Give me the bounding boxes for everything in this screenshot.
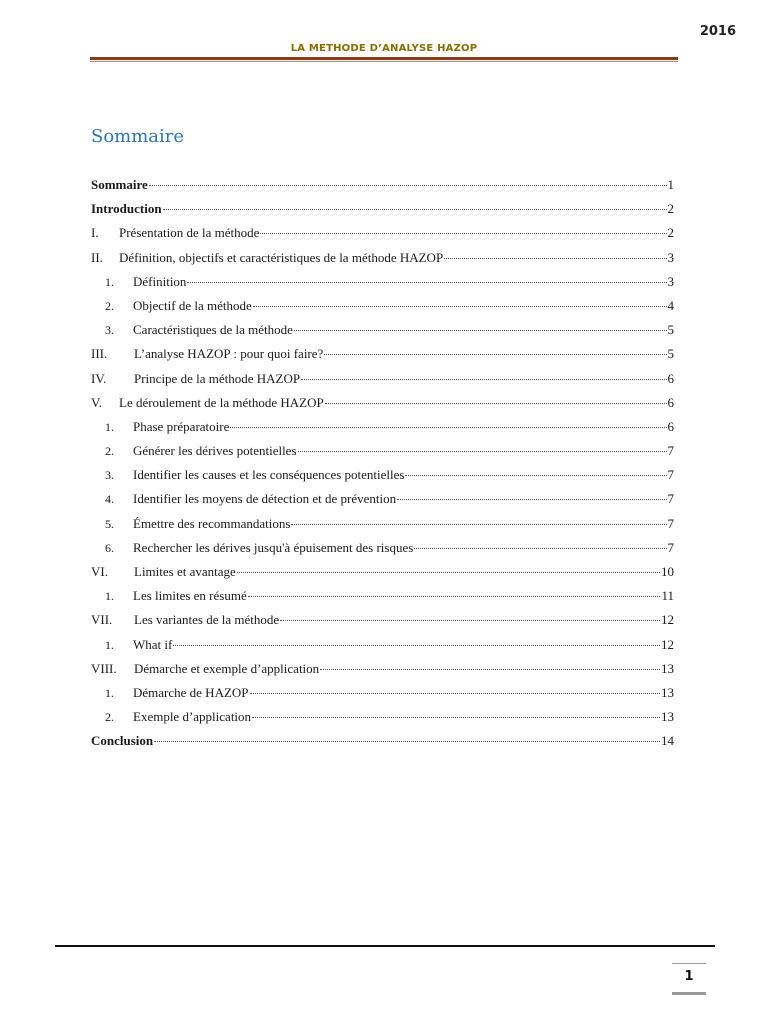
toc-number: VII. — [91, 612, 113, 628]
toc-number: III. — [91, 346, 108, 362]
toc-number: 5. — [105, 516, 114, 531]
toc-page-number: 7 — [667, 467, 674, 483]
toc-leader — [324, 354, 666, 355]
toc-page-number: 6 — [667, 418, 674, 434]
toc-entry[interactable] — [91, 564, 674, 588]
toc-number: 3. — [105, 468, 114, 483]
toc-entry[interactable] — [91, 709, 674, 733]
toc-entry[interactable] — [91, 588, 674, 612]
toc-title: Définition — [133, 273, 187, 289]
toc-number: 1. — [105, 274, 114, 289]
toc-leader — [298, 451, 667, 452]
toc-entry[interactable] — [91, 467, 674, 491]
toc-page-number: 7 — [667, 515, 674, 531]
page-number: 1 — [672, 963, 706, 995]
toc-leader — [163, 209, 667, 210]
toc-leader — [187, 282, 666, 283]
toc-title: Les variantes de la méthode — [134, 612, 280, 628]
toc-entry[interactable] — [91, 371, 674, 395]
toc-leader — [325, 403, 667, 404]
toc-number: 2. — [105, 710, 114, 725]
toc-leader — [253, 306, 667, 307]
toc-leader — [405, 475, 666, 476]
toc-page-number: 7 — [667, 443, 674, 459]
toc-title: Objectif de la méthode — [133, 297, 252, 313]
toc-leader — [154, 741, 660, 742]
toc-title: Conclusion — [91, 733, 154, 749]
toc-page-number: 1 — [667, 177, 674, 192]
toc-leader — [397, 499, 666, 500]
toc-page-number: 13 — [661, 684, 674, 700]
toc-entry[interactable] — [91, 395, 674, 419]
toc-entry[interactable] — [91, 201, 674, 225]
toc-page-number: 3 — [667, 249, 674, 265]
toc-entry[interactable] — [91, 540, 674, 564]
toc-number: VI. — [91, 564, 108, 579]
toc-number: IV. — [91, 370, 107, 386]
table-of-contents — [91, 177, 674, 758]
toc-title: Démarche et exemple d’application — [134, 660, 320, 676]
toc-title: Caractéristiques de la méthode — [133, 322, 293, 338]
toc-number: 1. — [105, 419, 114, 434]
toc-page-number: 12 — [661, 636, 674, 652]
toc-number: V. — [91, 394, 102, 410]
header-year: 2016 — [699, 24, 736, 39]
toc-entry[interactable] — [91, 491, 674, 515]
toc-entry[interactable] — [91, 612, 674, 636]
toc-number: II. — [91, 249, 103, 265]
toc-leader — [252, 717, 660, 718]
toc-leader — [291, 524, 666, 525]
toc-page-number: 2 — [667, 201, 674, 217]
toc-number: 4. — [105, 492, 114, 507]
toc-entry[interactable] — [91, 225, 674, 249]
toc-number: 1. — [105, 685, 114, 700]
toc-entry[interactable] — [91, 733, 674, 757]
toc-entry[interactable] — [91, 177, 674, 201]
toc-title: Rechercher les dérives jusqu'à épuisement des risques — [133, 539, 414, 555]
toc-title: Le déroulement de la méthode HAZOP — [119, 394, 324, 410]
toc-title: Émettre des recommandations — [133, 515, 291, 531]
toc-page-number: 4 — [667, 297, 674, 313]
toc-page-number: 14 — [661, 733, 674, 749]
toc-leader — [280, 620, 660, 621]
toc-title: L’analyse HAZOP : pour quoi faire? — [134, 346, 324, 362]
toc-entry[interactable] — [91, 419, 674, 443]
toc-page-number: 7 — [667, 539, 674, 555]
toc-page-number: 13 — [661, 660, 674, 676]
toc-title: Identifier les moyens de détection et de prévention — [133, 491, 397, 507]
toc-page-number: 5 — [667, 346, 674, 362]
toc-page-number: 6 — [667, 394, 674, 410]
toc-title: Définition, objectifs et caractéristiques de la méthode HAZOP — [119, 249, 444, 265]
toc-title: Démarche de HAZOP — [133, 684, 249, 700]
toc-leader — [414, 548, 666, 549]
toc-leader — [444, 258, 666, 259]
toc-leader — [248, 596, 661, 597]
toc-number: I. — [91, 225, 99, 241]
toc-page-number: 2 — [667, 225, 674, 241]
toc-number: 2. — [105, 298, 114, 313]
toc-entry[interactable] — [91, 274, 674, 298]
toc-title: Les limites en résumé — [133, 588, 247, 604]
toc-leader — [149, 185, 667, 186]
toc-title: Sommaire — [91, 177, 148, 192]
toc-entry[interactable] — [91, 346, 674, 370]
toc-title: Limites et avantage — [134, 564, 236, 579]
toc-leader — [294, 330, 667, 331]
toc-page-number: 5 — [667, 322, 674, 338]
toc-entry[interactable] — [91, 516, 674, 540]
toc-leader — [250, 693, 660, 694]
toc-leader — [237, 572, 660, 573]
toc-entry[interactable] — [91, 661, 674, 685]
toc-entry[interactable] — [91, 637, 674, 661]
toc-entry[interactable] — [91, 443, 674, 467]
toc-number: 2. — [105, 444, 114, 459]
toc-page-number: 11 — [661, 588, 674, 604]
toc-title: Identifier les causes et les conséquences potentielles — [133, 467, 405, 483]
toc-page-number: 10 — [661, 564, 674, 579]
toc-entry[interactable] — [91, 298, 674, 322]
toc-number: 1. — [105, 589, 114, 604]
toc-number: 6. — [105, 540, 114, 555]
toc-number: 3. — [105, 323, 114, 338]
toc-leader — [320, 669, 660, 670]
toc-entry[interactable] — [91, 685, 674, 709]
toc-title: Principe de la méthode HAZOP — [134, 370, 301, 386]
toc-title: Phase préparatoire — [133, 418, 230, 434]
sommaire-title: Sommaire — [91, 126, 185, 147]
toc-page-number: 3 — [667, 273, 674, 289]
footer-rule — [55, 945, 715, 947]
toc-page-number: 13 — [661, 709, 674, 725]
toc-number: VIII. — [91, 660, 117, 676]
toc-leader — [301, 379, 666, 380]
toc-title: Exemple d’application — [133, 709, 252, 725]
toc-title: Présentation de la méthode — [119, 225, 260, 241]
toc-title: Introduction — [91, 201, 162, 217]
toc-page-number: 6 — [667, 370, 674, 386]
toc-leader — [230, 427, 666, 428]
toc-entry[interactable] — [91, 250, 674, 274]
toc-title: What if — [133, 636, 173, 652]
toc-page-number: 7 — [667, 491, 674, 507]
toc-leader — [173, 645, 660, 646]
toc-leader — [260, 233, 666, 234]
header-title: LA METHODE D’ANALYSE HAZOP — [290, 43, 478, 54]
toc-number: 1. — [105, 637, 114, 652]
toc-page-number: 12 — [661, 612, 674, 628]
toc-title: Générer les dérives potentielles — [133, 443, 297, 459]
toc-entry[interactable] — [91, 322, 674, 346]
header-rule — [90, 57, 678, 62]
